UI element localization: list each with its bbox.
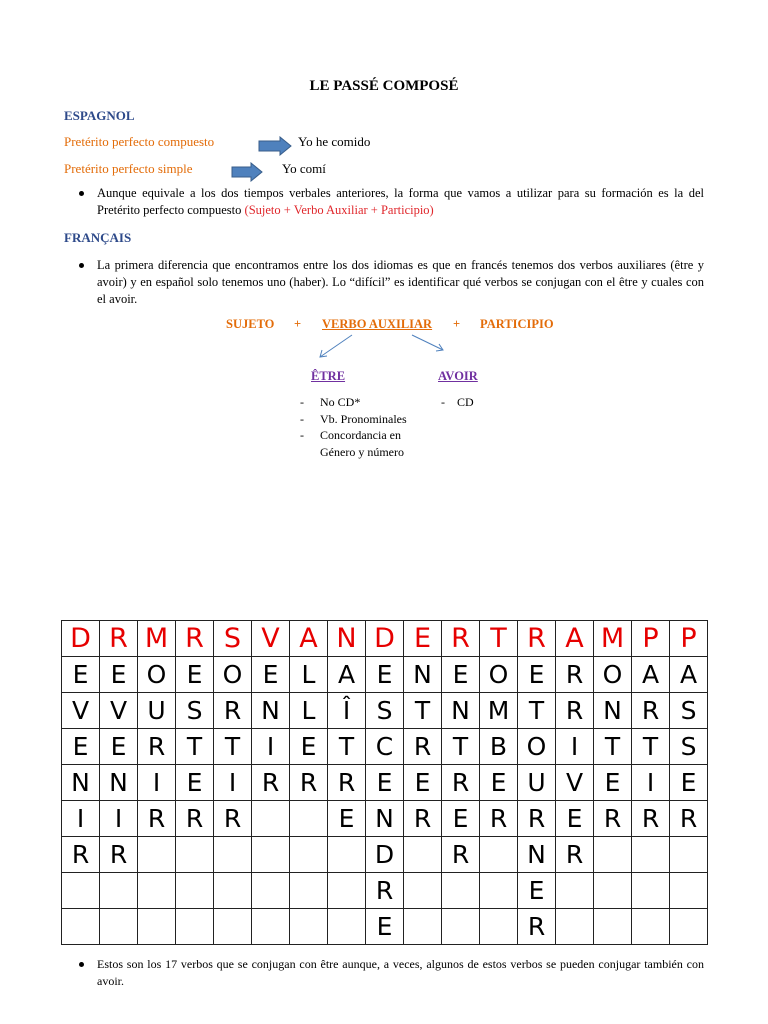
grid-cell: E [176, 657, 214, 693]
grid-row [62, 837, 708, 873]
grid-cell: O [138, 657, 176, 693]
grid-cell: E [100, 729, 138, 765]
grid-cell: A [556, 621, 594, 657]
grid-cell: N [252, 693, 290, 729]
bullet-dot [79, 263, 84, 268]
grid-cell [252, 873, 290, 909]
grid-cell [62, 909, 100, 945]
grid-cell: I [100, 801, 138, 837]
grid-cell: R [518, 909, 556, 945]
list-item: - Vb. Pronominales [300, 411, 407, 426]
grid-cell: E [366, 657, 404, 693]
grid-cell [632, 873, 670, 909]
grid-cell: R [138, 729, 176, 765]
grid-cell: L [290, 693, 328, 729]
example-compuesto: Yo he comido [298, 134, 371, 149]
grid-cell: R [670, 801, 708, 837]
grid-cell: E [594, 765, 632, 801]
grid-cell [176, 909, 214, 945]
grid-cell [442, 873, 480, 909]
section-heading-francais: FRANÇAIS [64, 230, 132, 245]
section-heading-espagnol: ESPAGNOL [64, 108, 135, 123]
bullet-espagnol-formula: (Sujeto + Verbo Auxiliar + Participio) [244, 203, 434, 217]
grid-cell: E [62, 657, 100, 693]
grid-cell: E [518, 873, 556, 909]
list-item: - No CD* [300, 395, 361, 409]
grid-cell [670, 873, 708, 909]
grid-cell: T [328, 729, 366, 765]
grid-cell [442, 909, 480, 945]
grid-cell: U [138, 693, 176, 729]
grid-cell [328, 909, 366, 945]
grid-cell: T [442, 729, 480, 765]
grid-cell: R [480, 801, 518, 837]
grid-cell: R [176, 801, 214, 837]
example-simple: Yo comí [282, 161, 326, 176]
grid-cell [290, 801, 328, 837]
grid-cell [480, 837, 518, 873]
grid-cell [214, 873, 252, 909]
grid-cell: S [214, 621, 252, 657]
bullet-espagnol-text: Aunque equivale a los dos tiempos verbales anteriores, la forma que vamos a utilizar para su formación es la del Pretérito perfecto compuesto [97, 186, 704, 217]
grid-cell [404, 873, 442, 909]
grid-cell: I [214, 765, 252, 801]
grid-cell: I [138, 765, 176, 801]
grid-cell [290, 837, 328, 873]
grid-cell [62, 873, 100, 909]
grid-cell: E [366, 909, 404, 945]
label-etre: ÊTRE [311, 369, 346, 383]
list-item: Género y número [320, 444, 404, 459]
grid-cell [594, 909, 632, 945]
grid-cell: S [670, 729, 708, 765]
grid-cell: R [366, 873, 404, 909]
grid-cell: I [252, 729, 290, 765]
grid-cell: E [404, 621, 442, 657]
grid-cell: M [138, 621, 176, 657]
grid-cell: E [366, 765, 404, 801]
grid-cell: R [100, 621, 138, 657]
list-item: - CD [441, 395, 474, 409]
formula-plus: + [453, 317, 461, 331]
grid-cell: V [62, 693, 100, 729]
grid-cell: R [442, 837, 480, 873]
block-arrow-right-icon [231, 162, 263, 182]
grid-cell: E [556, 801, 594, 837]
grid-cell: P [670, 621, 708, 657]
grid-cell: R [556, 837, 594, 873]
grid-cell: E [100, 657, 138, 693]
grid-cell [176, 873, 214, 909]
grid-cell [632, 837, 670, 873]
grid-cell [176, 837, 214, 873]
grid-cell: R [252, 765, 290, 801]
grid-cell: R [518, 621, 556, 657]
grid-cell [670, 837, 708, 873]
grid-cell [328, 873, 366, 909]
grid-cell [480, 873, 518, 909]
grid-cell [252, 909, 290, 945]
grid-cell: P [632, 621, 670, 657]
grid-cell: N [328, 621, 366, 657]
page-title: LE PASSÉ COMPOSÉ [309, 78, 459, 94]
grid-cell: R [518, 801, 556, 837]
grid-row [62, 621, 708, 657]
grid-cell: R [556, 693, 594, 729]
grid-cell [214, 837, 252, 873]
grid-cell [404, 909, 442, 945]
grid-cell: N [366, 801, 404, 837]
grid-cell: R [632, 693, 670, 729]
tense-label-compuesto: Pretérito perfecto compuesto [64, 134, 215, 149]
grid-cell: E [176, 765, 214, 801]
grid-cell: R [556, 657, 594, 693]
grid-cell: R [632, 801, 670, 837]
grid-cell [556, 909, 594, 945]
grid-cell: E [480, 765, 518, 801]
grid-row [62, 801, 708, 837]
grid-cell [290, 873, 328, 909]
grid-cell: I [556, 729, 594, 765]
grid-cell [670, 909, 708, 945]
branch-arrows [300, 330, 460, 366]
grid-cell: N [62, 765, 100, 801]
grid-cell: V [252, 621, 290, 657]
grid-cell: R [100, 837, 138, 873]
grid-cell [632, 909, 670, 945]
grid-cell: R [404, 801, 442, 837]
grid-cell: S [670, 693, 708, 729]
grid-cell [252, 837, 290, 873]
grid-cell: N [442, 693, 480, 729]
grid-cell: U [518, 765, 556, 801]
grid-cell: T [176, 729, 214, 765]
avoir-list [441, 394, 521, 411]
grid-cell: R [594, 801, 632, 837]
grid-cell: T [404, 693, 442, 729]
grid-cell [328, 837, 366, 873]
grid-cell [290, 909, 328, 945]
grid-cell [138, 909, 176, 945]
grid-cell: R [176, 621, 214, 657]
grid-cell: I [632, 765, 670, 801]
grid-cell: D [366, 621, 404, 657]
grid-row [62, 909, 708, 945]
grid-cell [252, 801, 290, 837]
grid-cell: D [62, 621, 100, 657]
grid-cell: E [670, 765, 708, 801]
grid-cell: E [442, 801, 480, 837]
grid-cell: C [366, 729, 404, 765]
bullet-francais: La primera diferencia que encontramos entre los dos idiomas es que en francés tenemos dos verbos auxiliares (être y avoir) y en español solo tenemos uno (haber). Lo “difícil” es identificar qué verbos se conjugan con el être y cuales con el avoir. [97, 258, 704, 306]
grid-cell: E [252, 657, 290, 693]
bullet-dot [79, 962, 84, 967]
grid-row [62, 873, 708, 909]
grid-cell: O [518, 729, 556, 765]
grid-cell: E [62, 729, 100, 765]
grid-cell: A [328, 657, 366, 693]
grid-cell: T [480, 621, 518, 657]
grid-cell: E [290, 729, 328, 765]
grid-cell: T [214, 729, 252, 765]
grid-cell: T [518, 693, 556, 729]
formula-plus: + [294, 317, 302, 331]
grid-cell [138, 837, 176, 873]
grid-cell: V [556, 765, 594, 801]
tense-label-simple: Pretérito perfecto simple [64, 161, 193, 176]
grid-cell: N [100, 765, 138, 801]
grid-cell: B [480, 729, 518, 765]
grid-cell: I [62, 801, 100, 837]
grid-cell: O [480, 657, 518, 693]
grid-cell: T [632, 729, 670, 765]
grid-cell: N [404, 657, 442, 693]
grid-cell: R [290, 765, 328, 801]
grid-cell [100, 909, 138, 945]
formula-sujeto: SUJETO [226, 317, 275, 331]
etre-list [300, 394, 440, 460]
grid-cell: E [518, 657, 556, 693]
grid-cell [214, 909, 252, 945]
block-arrow-right-icon [258, 136, 292, 156]
grid-cell: R [442, 765, 480, 801]
grid-cell: R [138, 801, 176, 837]
grid-row [62, 765, 708, 801]
grid-cell: N [518, 837, 556, 873]
grid-cell: R [62, 837, 100, 873]
grid-cell: E [328, 801, 366, 837]
grid-cell [100, 873, 138, 909]
formula-participio: PARTICIPIO [480, 317, 554, 331]
grid-cell: E [404, 765, 442, 801]
grid-cell: M [480, 693, 518, 729]
verb-grid [61, 620, 708, 945]
grid-cell [556, 873, 594, 909]
grid-cell: D [366, 837, 404, 873]
grid-cell [594, 837, 632, 873]
grid-cell [594, 873, 632, 909]
bullet-footer: Estos son los 17 verbos que se conjugan con être aunque, a veces, algunos de estos verbos se pueden conjugar también con avoir. [97, 957, 704, 988]
list-item: - Concordancia en [300, 428, 401, 442]
formula-verbo-auxiliar: VERBO AUXILIAR [322, 317, 433, 331]
grid-cell: R [328, 765, 366, 801]
grid-cell: E [442, 657, 480, 693]
grid-cell: N [594, 693, 632, 729]
grid-cell [404, 837, 442, 873]
grid-row [62, 693, 708, 729]
grid-cell: Î [328, 693, 366, 729]
grid-cell: L [290, 657, 328, 693]
grid-cell: A [290, 621, 328, 657]
grid-cell: V [100, 693, 138, 729]
grid-cell [480, 909, 518, 945]
grid-cell: O [214, 657, 252, 693]
grid-row [62, 729, 708, 765]
grid-row [62, 657, 708, 693]
grid-cell: O [594, 657, 632, 693]
grid-cell: A [670, 657, 708, 693]
grid-cell: S [176, 693, 214, 729]
label-avoir: AVOIR [438, 369, 478, 383]
grid-cell [138, 873, 176, 909]
grid-cell: R [214, 693, 252, 729]
grid-cell: R [442, 621, 480, 657]
bullet-espagnol [97, 185, 704, 219]
grid-cell: S [366, 693, 404, 729]
grid-cell: M [594, 621, 632, 657]
bullet-dot [79, 191, 84, 196]
grid-cell: R [404, 729, 442, 765]
grid-cell: A [632, 657, 670, 693]
grid-cell: T [594, 729, 632, 765]
grid-cell: R [214, 801, 252, 837]
